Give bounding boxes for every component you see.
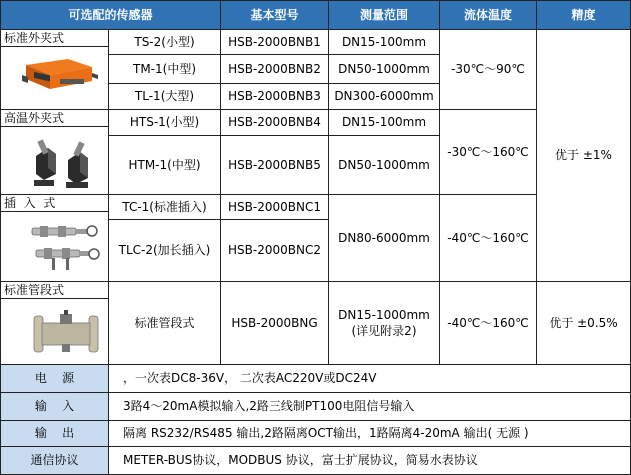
model-bng: HSB-2000BNG: [231, 315, 318, 330]
range-pipe-section-line2: (详见附录2): [351, 324, 417, 338]
sensor-tlc2: TLC-2(加长插入): [118, 243, 211, 258]
spec-label-input-text: 输 入: [34, 399, 75, 414]
clamp-on-sensor-icon: [20, 55, 100, 95]
grid-line: [0, 420, 631, 421]
grid-line: [0, 211, 109, 212]
header-accuracy: 精度: [537, 1, 630, 29]
sensor-pipe-section: 标准管段式: [134, 315, 195, 330]
grid-line: [0, 194, 537, 195]
sensor-htm1: HTM-1(中型): [128, 157, 201, 172]
sensor-tl1: TL-1(大型): [134, 89, 195, 104]
model-bnb4: HSB-2000BNB4: [228, 115, 321, 130]
grid-line: [108, 54, 440, 55]
range-insertion: DN80-6000mm: [338, 230, 430, 245]
grid-line: [0, 298, 109, 299]
header-range: 测量范围: [329, 1, 439, 29]
high-temp-clamp-sensor-icon: [26, 138, 100, 190]
range-bnb5: DN50-1000mm: [338, 157, 430, 172]
insertion-sensor-icon: [28, 218, 104, 274]
grid-line: [0, 109, 537, 110]
group-title-insertion: [1, 195, 108, 211]
range-bnb4: DN15-100mm: [341, 115, 427, 130]
accuracy-clamp-insertion: 优于 ±1%: [555, 148, 612, 163]
group-title-pipe-section: 标准管段式: [4, 282, 65, 297]
grid-line: [0, 364, 631, 365]
temp-standard-clamp: -30℃～90℃: [451, 62, 525, 77]
spec-label-power: [1, 365, 108, 392]
range-bnb3: DN300-6000mm: [334, 89, 434, 104]
pipe-section-sensor-icon: [30, 310, 102, 356]
range-bnb2: DN50-1000mm: [338, 61, 430, 76]
grid-line: [108, 83, 440, 84]
group-title-high-temp-clamp: 高温外夹式: [4, 110, 65, 125]
model-bnc2: HSB-2000BNC2: [228, 243, 321, 258]
header-model: 基本型号: [221, 1, 328, 29]
spec-label-input: [1, 393, 108, 420]
grid-line: [108, 29, 109, 475]
header-sensor: 可选配的传感器: [1, 1, 220, 29]
sensor-tc1: TC-1(标准插入): [122, 199, 207, 214]
grid-line: [0, 46, 109, 47]
grid-line: [536, 0, 537, 365]
temp-high-temp-clamp: -30℃～160℃: [447, 144, 529, 159]
model-bnb3: HSB-2000BNB3: [228, 89, 321, 104]
temp-insertion: -40℃～160℃: [447, 230, 529, 245]
grid-line: [0, 392, 631, 393]
model-bnb5: HSB-2000BNB5: [228, 157, 321, 172]
header-temp: 流体温度: [440, 1, 536, 29]
grid-line: [0, 446, 631, 447]
grid-line: [108, 219, 329, 220]
sensor-ts2: TS-2(小型): [134, 34, 195, 49]
sensor-hts1: HTS-1(小型): [129, 115, 200, 130]
spec-value-protocol: METER-BUS协议，MODBUS 协议，富士扩展协议，简易水表协议: [123, 453, 478, 468]
spec-value-input: 3路4～20mA模拟输入,2路三线制PT100电阻信号输入: [123, 399, 415, 414]
model-bnb1: HSB-2000BNB1: [228, 34, 321, 49]
grid-line: [0, 126, 109, 127]
spec-value-power: ，一次表DC8-36V， 二次表AC220V或DC24V: [123, 371, 377, 386]
group-title-insertion-text: 插 入 式: [4, 195, 56, 210]
range-bnb1: DN15-100mm: [341, 34, 427, 49]
spec-label-output-text: 输 出: [34, 426, 75, 441]
grid-line: [0, 281, 631, 282]
temp-pipe-section: -40℃～160℃: [447, 315, 529, 330]
spec-label-protocol: 通信协议: [1, 447, 108, 474]
range-pipe-section: [329, 282, 439, 364]
model-bnc1: HSB-2000BNC1: [228, 199, 321, 214]
spec-label-output: [1, 421, 108, 446]
spec-value-output: 隔离 RS232/RS485 输出,2路隔离OCT输出，1路隔离4-20mA 输出( 无源 ): [123, 426, 529, 441]
sensor-tm1: TM-1(中型): [132, 61, 196, 76]
grid-line: [0, 0, 1, 475]
accuracy-pipe-section: 优于 ±0.5%: [549, 315, 618, 330]
group-title-standard-clamp: 标准外夹式: [4, 30, 65, 45]
spec-label-power-text: 电 源: [34, 371, 75, 386]
grid-line: [108, 135, 440, 136]
model-bnb2: HSB-2000BNB2: [228, 61, 321, 76]
range-pipe-section-line1: DN15-1000mm: [338, 307, 430, 322]
